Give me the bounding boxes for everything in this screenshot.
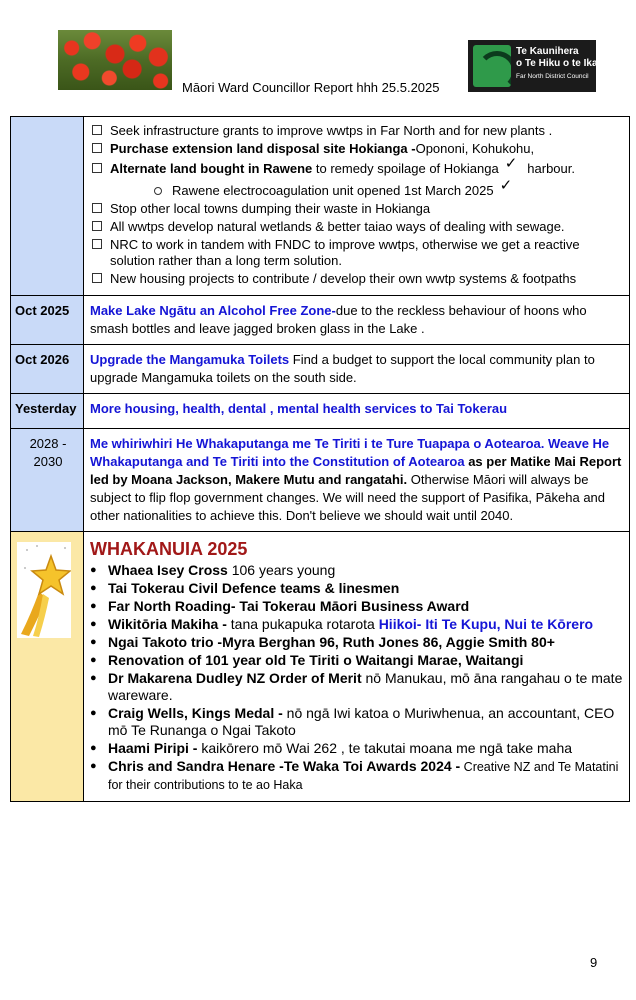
checkbox-icon — [92, 239, 102, 249]
list-item: ● Dr Makarena Dudley NZ Order of Merit nō Manukau, mō āna rangahau o te mate wareware. — [90, 670, 623, 704]
oct-2026-content: Upgrade the Mangamuka Toilets Find a budget to support the local community plan to upgrade Mangamuka toilets on the south side. — [84, 345, 630, 394]
logo-line-3: Far North District Council — [516, 73, 589, 80]
star-cell — [11, 532, 84, 802]
list-item: Stop other local towns dumping their waste in Hokianga — [90, 201, 623, 217]
circle-bullet-icon — [154, 187, 162, 195]
whakanuia-title: WHAKANUIA 2025 — [90, 539, 248, 559]
list-item: Seek infrastructure grants to improve wwtps in Far North and for new plants . — [90, 123, 623, 139]
list-item: NRC to work in tandem with FNDC to improve wwtps, otherwise we get a reactive solution rather than a long term solution. — [90, 237, 623, 269]
whakanuia-content — [84, 532, 630, 802]
list-item: All wwtps develop natural wetlands & better taiao ways of dealing with sewage. — [90, 219, 623, 235]
row-label-empty — [11, 117, 84, 296]
checkbox-icon — [92, 273, 102, 283]
yesterday-content: More housing, health, dental , mental health services to Tai Tokerau — [84, 394, 630, 429]
list-item: ● Renovation of 101 year old Te Tiriti o Waitangi Marae, Waitangi — [90, 652, 623, 669]
list-item: ● Chris and Sandra Henare -Te Waka Toi Awards 2024 - Creative NZ and Te Matatini for their contributions to te ao Haka — [90, 758, 623, 794]
table-row-whakanuia — [11, 532, 630, 802]
table-row-yesterday — [11, 394, 630, 429]
fndc-logo — [468, 40, 596, 92]
page-number: 9 — [590, 955, 598, 970]
list-item: ● Whaea Isey Cross 106 years young — [90, 562, 623, 579]
list-item: ● Tai Tokerau Civil Defence teams & linesmen — [90, 580, 623, 597]
logo-line-1: Te Kaunihera — [516, 46, 579, 57]
row-label-yesterday: Yesterday — [11, 394, 84, 429]
poppy-flowers-image — [58, 30, 172, 90]
table-row-oct-2025 — [11, 296, 630, 345]
checkbox-icon — [92, 163, 102, 173]
row-label-oct-2026: Oct 2026 — [11, 345, 84, 394]
table-row-oct-2026 — [11, 345, 630, 394]
tick-icon: ✓ — [499, 177, 513, 194]
report-title: Māori Ward Councillor Report hhh 25.5.2025 — [182, 80, 440, 95]
logo-line-2: o Te Hiku o te Ika — [516, 58, 598, 69]
list-item: ● Haami Piripi - kaikōrero mō Wai 262 , te takutai moana me ngā take maha — [90, 740, 623, 757]
list-item: ● Ngai Takoto trio -Myra Berghan 96, Ruth Jones 86, Aggie Smith 80+ — [90, 634, 623, 651]
list-item: Rawene electrocoagulation unit opened 1st March 2025 ✓ — [90, 183, 623, 199]
shooting-star-icon — [17, 542, 71, 638]
row-label-2028-2030: 2028 - 2030 — [11, 429, 84, 532]
report-table — [10, 116, 630, 802]
list-item: ● Far North Roading- Tai Tokerau Māori Business Award — [90, 598, 623, 615]
list-item: ● Wikitōria Makiha - tana pukapuka rotarota Hiikoi- Iti Te Kupu, Nui te Kōrero — [90, 616, 623, 633]
list-item: New housing projects to contribute / develop their own wwtp systems & footpaths — [90, 271, 623, 287]
koru-logo-icon — [473, 45, 511, 87]
whakanuia-list — [90, 562, 623, 794]
tick-icon: ✓ — [504, 155, 518, 172]
wwtp-content — [84, 117, 630, 296]
checkbox-icon — [92, 203, 102, 213]
list-item: Alternate land bought in Rawene to remedy spoilage of Hokianga ✓ harbour. — [90, 161, 623, 177]
checkbox-icon — [92, 125, 102, 135]
wwtp-checklist — [90, 123, 623, 287]
table-row-2028-2030 — [11, 429, 630, 532]
constitution-content: Me whiriwhiri He Whakaputanga me Te Tiriti i te Ture Tuapapa o Aotearoa. Weave He Whakaputanga and Te Tiriti into the Constitution of Aotearoa as per Matike Mai Report led by Moana Jackson, Makere Mutu and rangatahi. Otherwise Māori will always be subject to flip flop government changes. We will need the support of Pasifika, Pākeha and other nationalities to achieve this. Don't believe we should wait until 2040. — [84, 429, 630, 532]
oct-2025-content: Make Lake Ngātu an Alcohol Free Zone-due to the reckless behaviour of hoons who smash bottles and leave jagged broken glass in the Lake . — [84, 296, 630, 345]
list-item: Purchase extension land disposal site Hokianga -Opononi, Kohukohu, — [90, 141, 623, 157]
list-item: ● Craig Wells, Kings Medal - nō ngā Iwi katoa o Muriwhenua, an accountant, CEO mō Te Runanga o Ngai Takoto — [90, 705, 623, 739]
table-row-wwtp — [11, 117, 630, 296]
row-label-oct-2025: Oct 2025 — [11, 296, 84, 345]
checkbox-icon — [92, 221, 102, 231]
checkbox-icon — [92, 143, 102, 153]
